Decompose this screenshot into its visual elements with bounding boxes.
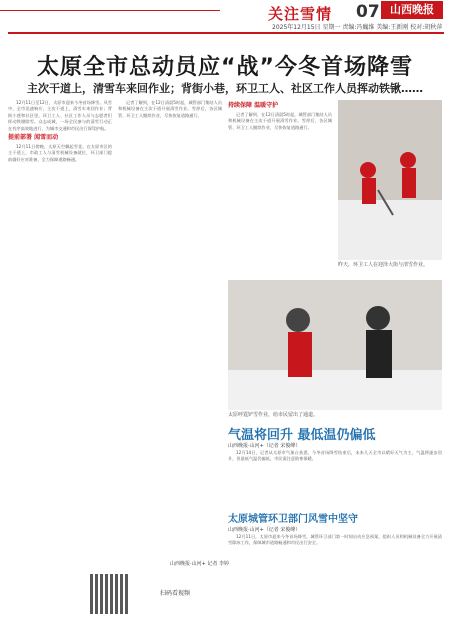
article-paragraph: 12月11日傍晚，太原天空飘起雪花。在太原市区的主干道上，市政工人与清雪机械设备就位，环卫部门提前做好应对准备，全力保障道路畅通。 xyxy=(8,144,112,162)
section-heading: 提前部署 闻雪而动 xyxy=(8,134,59,142)
column-footer: 山西晚报·山河+ 记者 李婷 xyxy=(170,561,229,567)
qr-label: 扫码看视频 xyxy=(160,590,191,597)
section-title-temperature: 气温将回升 最低温仍偏低 xyxy=(228,428,376,443)
date-line: 2025年12月15日 星期一 责编:冯巍维 美编:王新刚 校对:胡秋萍 xyxy=(272,24,443,31)
subhead: 主次干道上，清雪车来回作业；背街小巷，环卫工人、社区工作人员挥动铁锹…… xyxy=(27,82,423,95)
qr-code-icon xyxy=(90,574,130,614)
article-temperature xyxy=(228,450,442,506)
byline: 山西晚报·山河+（记者 宋俊峰） xyxy=(228,443,301,449)
photo-worker xyxy=(228,280,442,410)
article-paragraph: 12月14日，记者从太原市气象台获悉，今冬首场降雪结束后，未来几天全市以晴好天气为主，气温将逐步回升，但最低气温仍偏低，市民需注意防寒保暖。 xyxy=(228,450,442,462)
article-column-2 xyxy=(118,100,222,530)
headline: 太原全市总动员应“战”今冬首场降雪 xyxy=(37,55,413,80)
photo-caption: 太原呼霆铲雪作业，给市民留出了通道。 xyxy=(228,412,319,418)
article-paragraph: 记者了解到，在12日清晨5时起，城管部门集结人员和机械设备在主次干道开展清雪作业。雪停后，各区城管、环卫工人继续作业，尽快恢复道路通行。 xyxy=(228,112,332,130)
byline: 山西晚报·山河+（记者 宋俊峰） xyxy=(228,527,301,533)
section-title: 关注雪情 xyxy=(268,5,333,23)
page-number: 07 xyxy=(356,2,380,22)
article-paragraph: 记者了解到，在12日清晨5时起，城管部门集结人员和机械设备在主次干道开展清雪作业。雪停后，各区城管、环卫工人继续作业，尽快恢复道路通行。 xyxy=(118,100,222,118)
masthead xyxy=(0,0,450,34)
section-title-sanitation: 太原城管环卫部门风雪中坚守 xyxy=(228,514,358,525)
photo-caption: 昨天，环卫工人在迎泽大街与清雪作业。 xyxy=(338,262,429,268)
article-sanitation xyxy=(228,534,442,634)
masthead-rule xyxy=(8,32,444,34)
article-paragraph: 12月11日，太原市迎来今冬首场降雪，城管环卫部门第一时间启动应急预案，组织人员和机械设备全力开展清雪除冰工作，保障城市道路畅通和市民出行安全。 xyxy=(228,534,442,546)
article-paragraph: 12月11日至12日，太原市迎来今冬首场降雪。风雪中，全市迅速响应，主次干道上，清雪车来回作业；背街小巷和社区里，环卫工人、社区工作人员与志愿者们挥动铁锹除雪。众志成城，一场全民参与的清雪行动正在有序高效地进行，为城市交通和市民出行保驾护航。 xyxy=(8,100,112,131)
article-column-1 xyxy=(8,100,112,580)
masthead-left-rule xyxy=(0,10,220,11)
photo-worker-image xyxy=(228,280,442,410)
photo-snow-cleaning-image xyxy=(338,100,442,260)
photo-snow-cleaning xyxy=(338,100,442,260)
section-heading: 持续保障 温暖守护 xyxy=(228,102,279,109)
brand-logo: 山西晚报 xyxy=(381,1,443,19)
